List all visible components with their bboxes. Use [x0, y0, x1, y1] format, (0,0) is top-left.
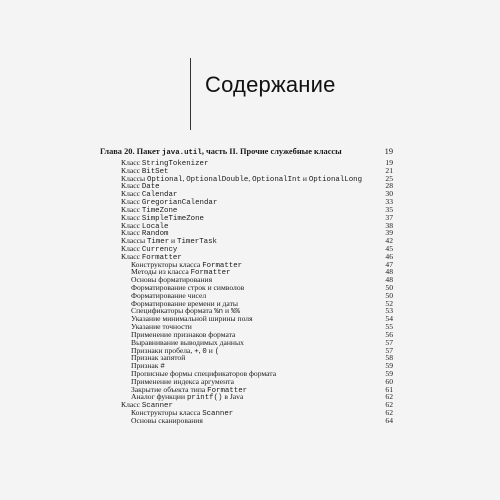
text-fragment: Форматирование времени и даты — [131, 298, 239, 308]
text-fragment: Прописные формы спецификаторов формата — [131, 368, 277, 378]
code-term: OptionalDouble — [186, 175, 249, 184]
code-term: Random — [141, 230, 169, 239]
toc-entry — [100, 198, 393, 206]
toc-page-number: 50 — [385, 290, 393, 300]
text-fragment: Класс — [121, 212, 142, 222]
toc-page-number: 62 — [385, 392, 393, 402]
code-term: OptionalLong — [308, 175, 363, 184]
toc-entry-label — [100, 159, 208, 167]
text-fragment: , — [248, 173, 253, 183]
toc-entry — [100, 417, 393, 425]
toc-page-number: 59 — [385, 361, 393, 371]
text-fragment: Класс — [121, 189, 142, 199]
chapter-page-number: 19 — [384, 147, 393, 156]
toc-page-number: 37 — [385, 212, 393, 222]
text-fragment: Классы — [121, 173, 147, 183]
chapter-label — [100, 147, 342, 157]
text-fragment: , часть II. Прочие служебные классы — [201, 147, 342, 156]
code-term: TimeZone — [141, 206, 178, 215]
text-fragment: и — [300, 173, 309, 183]
text-fragment: Класс — [121, 220, 142, 230]
text-fragment: Конструкторы класса — [131, 408, 203, 417]
text-fragment: , — [198, 345, 203, 355]
code-term: Formatter — [141, 253, 182, 262]
code-term: + — [194, 347, 199, 356]
toc-entry — [100, 159, 393, 167]
toc-entry-label — [100, 237, 217, 245]
toc-page-number: 50 — [385, 283, 393, 292]
text-fragment: Применение признаков формата — [131, 329, 236, 339]
toc-page-number: 38 — [385, 220, 393, 230]
toc-page-number: 59 — [385, 368, 393, 378]
toc-entry — [100, 214, 393, 222]
toc-page-number: 56 — [385, 329, 393, 339]
text-fragment: Глава 20. Пакет — [100, 147, 162, 156]
toc-page-number: 61 — [385, 384, 393, 394]
text-fragment: Признак — [131, 361, 161, 371]
code-term: printf() — [186, 394, 223, 403]
code-term: BitSet — [141, 167, 169, 176]
code-term: %n — [214, 308, 224, 317]
code-term: StringTokenizer — [141, 160, 209, 168]
code-term: Currency — [141, 245, 178, 254]
toc-page-number: 60 — [385, 376, 393, 386]
code-term: 0 — [202, 347, 207, 356]
code-term: Locale — [141, 222, 169, 231]
text-fragment: Выравнивание выводимых данных — [131, 337, 244, 347]
toc-entry — [100, 175, 393, 183]
toc-entry — [100, 237, 393, 245]
text-fragment: Форматирование строк и символов — [131, 283, 245, 292]
text-fragment: Методы из класса — [131, 267, 191, 277]
toc-page-number: 64 — [385, 415, 393, 425]
toc-page-number: 19 — [385, 158, 393, 167]
toc-page-number: 21 — [385, 165, 393, 175]
toc-page-number: 48 — [385, 267, 393, 277]
text-fragment: Признаки пробела, — [131, 345, 195, 355]
toc-page-number: 45 — [385, 243, 393, 253]
text-fragment: Конструкторы класса — [131, 259, 203, 269]
text-fragment: Форматирование чисел — [131, 290, 207, 300]
toc-page-number: 42 — [385, 236, 393, 246]
toc-entry — [100, 222, 393, 230]
code-term: Scanner — [141, 402, 173, 411]
toc-page-number: 52 — [385, 298, 393, 308]
toc-page-number: 62 — [385, 400, 393, 410]
text-fragment: Класс — [121, 228, 142, 238]
toc-entry — [100, 245, 393, 253]
page-title: Содержание — [205, 72, 336, 97]
table-of-contents — [100, 159, 393, 425]
text-fragment: Класс — [121, 251, 142, 261]
code-term: GregorianCalendar — [141, 199, 218, 208]
toc-page-number: 47 — [385, 259, 393, 269]
toc-page-number: 57 — [385, 337, 393, 347]
toc-page-number: 62 — [385, 408, 393, 417]
title-divider — [190, 58, 191, 130]
toc-page-number: 55 — [385, 322, 393, 332]
toc-entry-label — [100, 417, 203, 425]
toc-page-number: 53 — [385, 306, 393, 316]
text-fragment: Указание точности — [131, 322, 192, 332]
code-term: Scanner — [202, 410, 234, 418]
toc-page-number: 33 — [385, 197, 393, 207]
code-term: Date — [141, 183, 160, 192]
code-term: Calendar — [141, 191, 178, 200]
toc-page-number: 46 — [385, 251, 393, 261]
toc-chapter-heading — [100, 147, 393, 157]
text-fragment: Класс — [121, 243, 142, 253]
text-fragment: Основы сканирования — [131, 415, 203, 425]
toc-page-number: 39 — [385, 228, 393, 238]
code-term: %% — [230, 308, 240, 317]
text-fragment: Класс — [121, 158, 142, 167]
text-fragment: и — [206, 345, 215, 355]
toc-page-number: 28 — [385, 181, 393, 191]
toc-page-number: 25 — [385, 173, 393, 183]
code-term: OptionalInt — [252, 175, 301, 184]
text-fragment: и — [169, 236, 178, 246]
text-fragment: и — [223, 306, 231, 316]
text-fragment: Спецификаторы формата — [131, 306, 215, 316]
text-fragment: Основы форматирования — [131, 275, 213, 285]
toc-page-number: 57 — [385, 345, 393, 355]
text-fragment: Признак запятой — [131, 353, 186, 363]
text-fragment: Классы — [121, 236, 147, 246]
code-term: Timer — [146, 238, 170, 247]
code-term: Formatter — [190, 269, 231, 278]
code-term: Formatter — [202, 261, 243, 270]
toc-entry-label — [100, 198, 217, 206]
text-fragment: Применение индекса аргумента — [131, 376, 234, 386]
code-term: SimpleTimeZone — [141, 214, 204, 223]
toc-entry-label — [100, 214, 204, 222]
code-term: Optional — [146, 175, 183, 184]
code-term: # — [160, 363, 165, 372]
text-fragment: Указание минимальной ширины поля — [131, 314, 253, 324]
text-fragment: Аналог функции — [131, 392, 187, 402]
toc-page-number: 35 — [385, 204, 393, 214]
code-term: ( — [214, 347, 220, 356]
text-fragment: Класс — [121, 181, 142, 191]
code-term: java.util — [161, 149, 202, 157]
toc-page-number: 30 — [385, 189, 393, 199]
code-term: Formatter — [207, 386, 248, 395]
text-fragment: Класс — [121, 197, 142, 207]
text-fragment: , — [182, 173, 187, 183]
toc-page-number: 48 — [385, 275, 393, 285]
toc-page-number: 58 — [385, 353, 393, 363]
text-fragment: Закрытие объекта типа — [131, 384, 208, 394]
toc-page-number: 54 — [385, 314, 393, 324]
text-fragment: Класс — [121, 165, 142, 175]
toc-entry — [100, 206, 393, 214]
text-fragment: в Java — [222, 392, 244, 402]
toc-entry — [100, 190, 393, 198]
text-fragment: Класс — [121, 204, 142, 214]
code-term: TimerTask — [177, 238, 217, 247]
text-fragment: Класс — [121, 400, 142, 410]
